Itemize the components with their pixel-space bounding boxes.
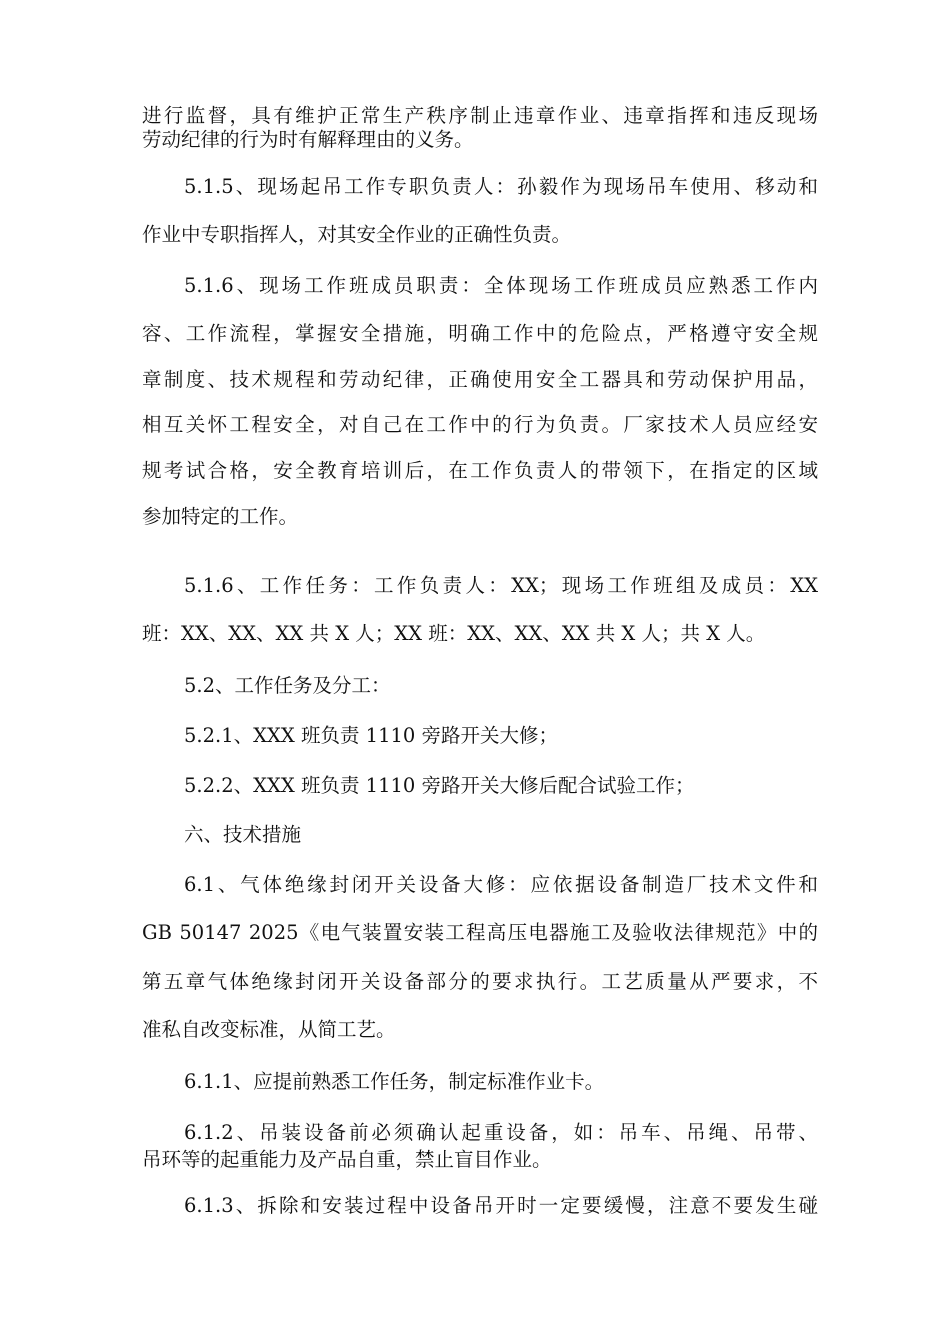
text-line: 六、技术措施 (184, 823, 302, 846)
text-line: 5.2.1、XXX 班负责 1110 旁路开关大修； (184, 724, 558, 747)
text-line: 进行监督，具有维护正常生产秩序制止违章作业、违章指挥和违反现场 (142, 104, 818, 127)
text-line: 5.2、工作任务及分工： (184, 674, 391, 697)
text-line: 第五章气体绝缘封闭开关设备部分的要求执行。工艺质量从严要求，不 (142, 970, 818, 993)
paragraph-6-1-2 (142, 1121, 818, 1172)
paragraph-5-1-6-tasks (142, 574, 818, 646)
paragraph-6-1-3 (142, 1194, 818, 1218)
text-line: 准私自改变标准，从简工艺。 (142, 1018, 396, 1041)
text-line: 5.1.6、现场工作班成员职责：全体现场工作班成员应熟悉工作内 (184, 274, 818, 297)
text-line: GB 50147 2025《电气装置安装工程高压电器施工及验收法律规范》中的 (142, 921, 818, 944)
paragraph-supervision-duty (142, 104, 818, 152)
text-line: 6.1.1、应提前熟悉工作任务，制定标准作业卡。 (184, 1070, 605, 1093)
text-line: 6.1.2、吊装设备前必须确认起重设备，如：吊车、吊绳、吊带、 (184, 1121, 818, 1144)
text-line: 5.1.6、工作任务：工作负责人：XX；现场工作班组及成员：XX (184, 574, 818, 597)
paragraph-5-2 (142, 674, 818, 698)
text-line: 吊环等的起重能力及产品自重，禁止盲目作业。 (142, 1148, 552, 1171)
text-line: 5.2.2、XXX 班负责 1110 旁路开关大修后配合试验工作； (184, 774, 695, 797)
section-heading-tech-measures (142, 823, 818, 847)
text-line: 劳动纪律的行为时有解释理由的义务。 (142, 128, 474, 151)
text-line: 参加特定的工作。 (142, 505, 299, 528)
paragraph-5-1-5 (142, 175, 818, 247)
text-line: 6.1、气体绝缘封闭开关设备大修：应依据设备制造厂技术文件和 (184, 873, 818, 896)
paragraph-6-1-1 (142, 1070, 818, 1094)
text-line: 班：XX、XX、XX 共 X 人；XX 班：XX、XX、XX 共 X 人；共 X 人。 (142, 622, 766, 645)
paragraph-5-1-6-duties (142, 274, 818, 529)
paragraph-5-2-2 (142, 774, 818, 798)
text-line: 规考试合格，安全教育培训后，在工作负责人的带领下，在指定的区域 (142, 459, 818, 482)
text-line: 容、工作流程，掌握安全措施，明确工作中的危险点，严格遵守安全规 (142, 322, 818, 345)
text-line: 章制度、技术规程和劳动纪律，正确使用安全工器具和劳动保护用品， (142, 368, 818, 391)
text-line: 作业中专职指挥人，对其安全作业的正确性负责。 (142, 223, 572, 246)
text-line: 相互关怀工程安全，对自己在工作中的行为负责。厂家技术人员应经安 (142, 413, 818, 436)
text-line: 6.1.3、拆除和安装过程中设备吊开时一定要缓慢，注意不要发生碰 (184, 1194, 818, 1217)
text-line: 5.1.5、现场起吊工作专职负责人：孙毅作为现场吊车使用、移动和 (184, 175, 818, 198)
paragraph-6-1 (142, 873, 818, 1042)
paragraph-5-2-1 (142, 724, 818, 748)
